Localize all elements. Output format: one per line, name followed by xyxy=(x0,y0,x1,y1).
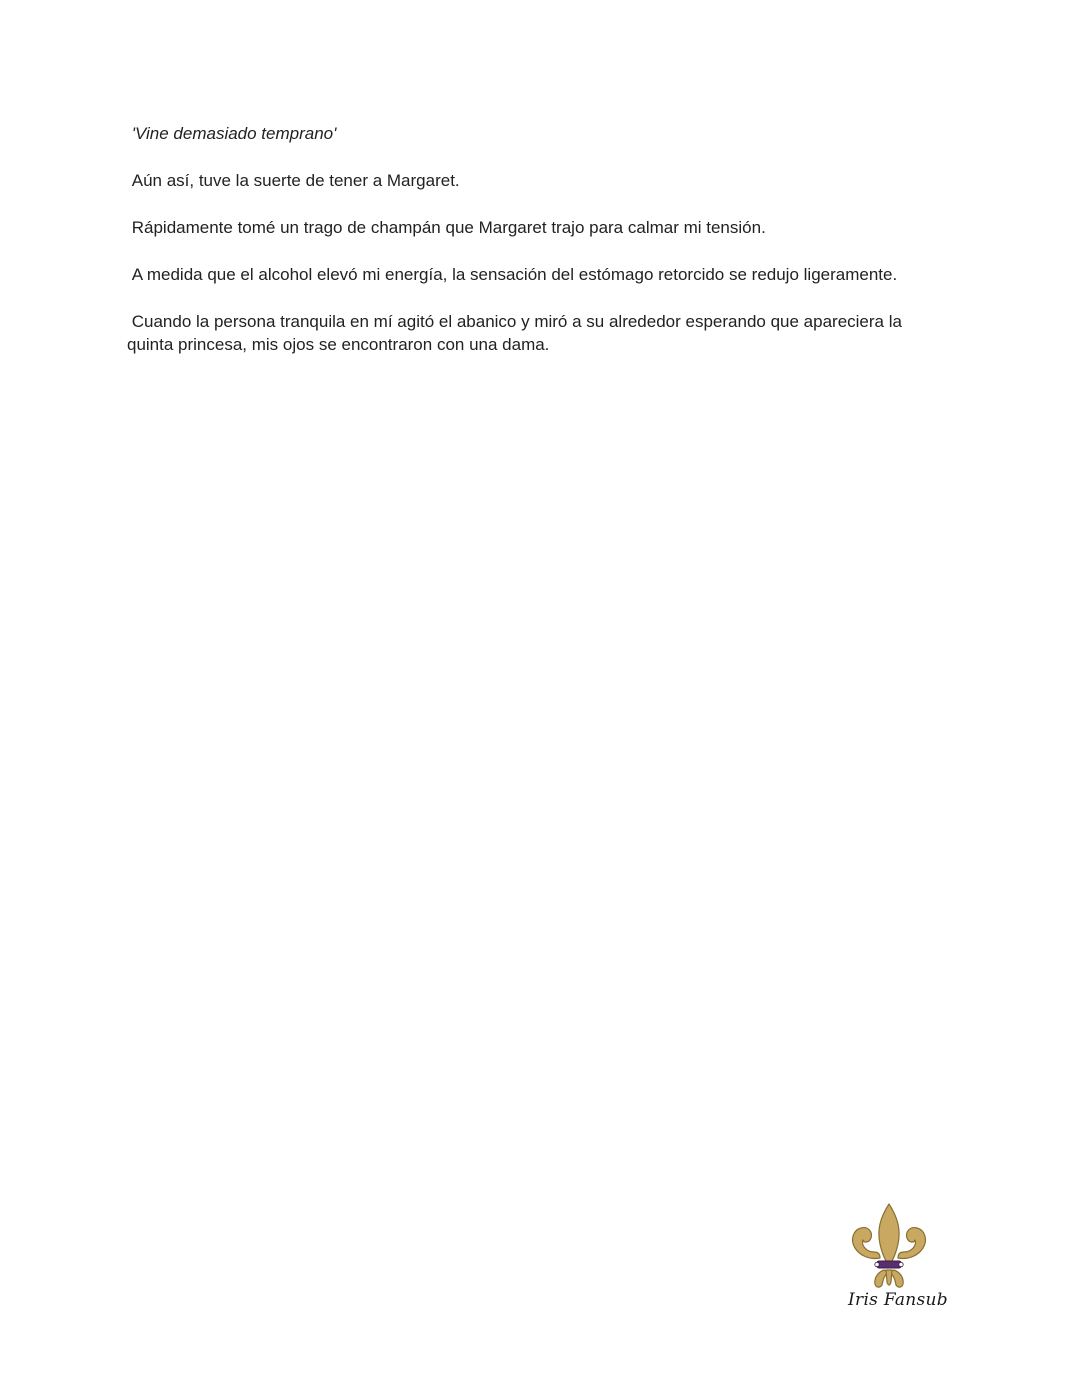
iris-fansub-logo xyxy=(838,1200,948,1320)
logo-text: Iris Fansub xyxy=(848,1290,948,1310)
paragraph-5: Cuando la persona tranquila en mí agitó el abanico y miró a su alrededor esperando que apareciera la quinta princesa, mis ojos se encontraron con una dama. xyxy=(127,312,907,354)
document-body xyxy=(127,122,947,380)
fleur-de-lis-icon xyxy=(844,1200,934,1296)
paragraph-2: Aún así, tuve la suerte de tener a Margaret. xyxy=(127,171,460,190)
paragraph-1: 'Vine demasiado temprano' xyxy=(127,124,337,143)
paragraph-4: A medida que el alcohol elevó mi energía, la sensación del estómago retorcido se redujo ligeramente. xyxy=(127,265,898,284)
paragraph-3: Rápidamente tomé un trago de champán que Margaret trajo para calmar mi tensión. xyxy=(127,218,766,237)
